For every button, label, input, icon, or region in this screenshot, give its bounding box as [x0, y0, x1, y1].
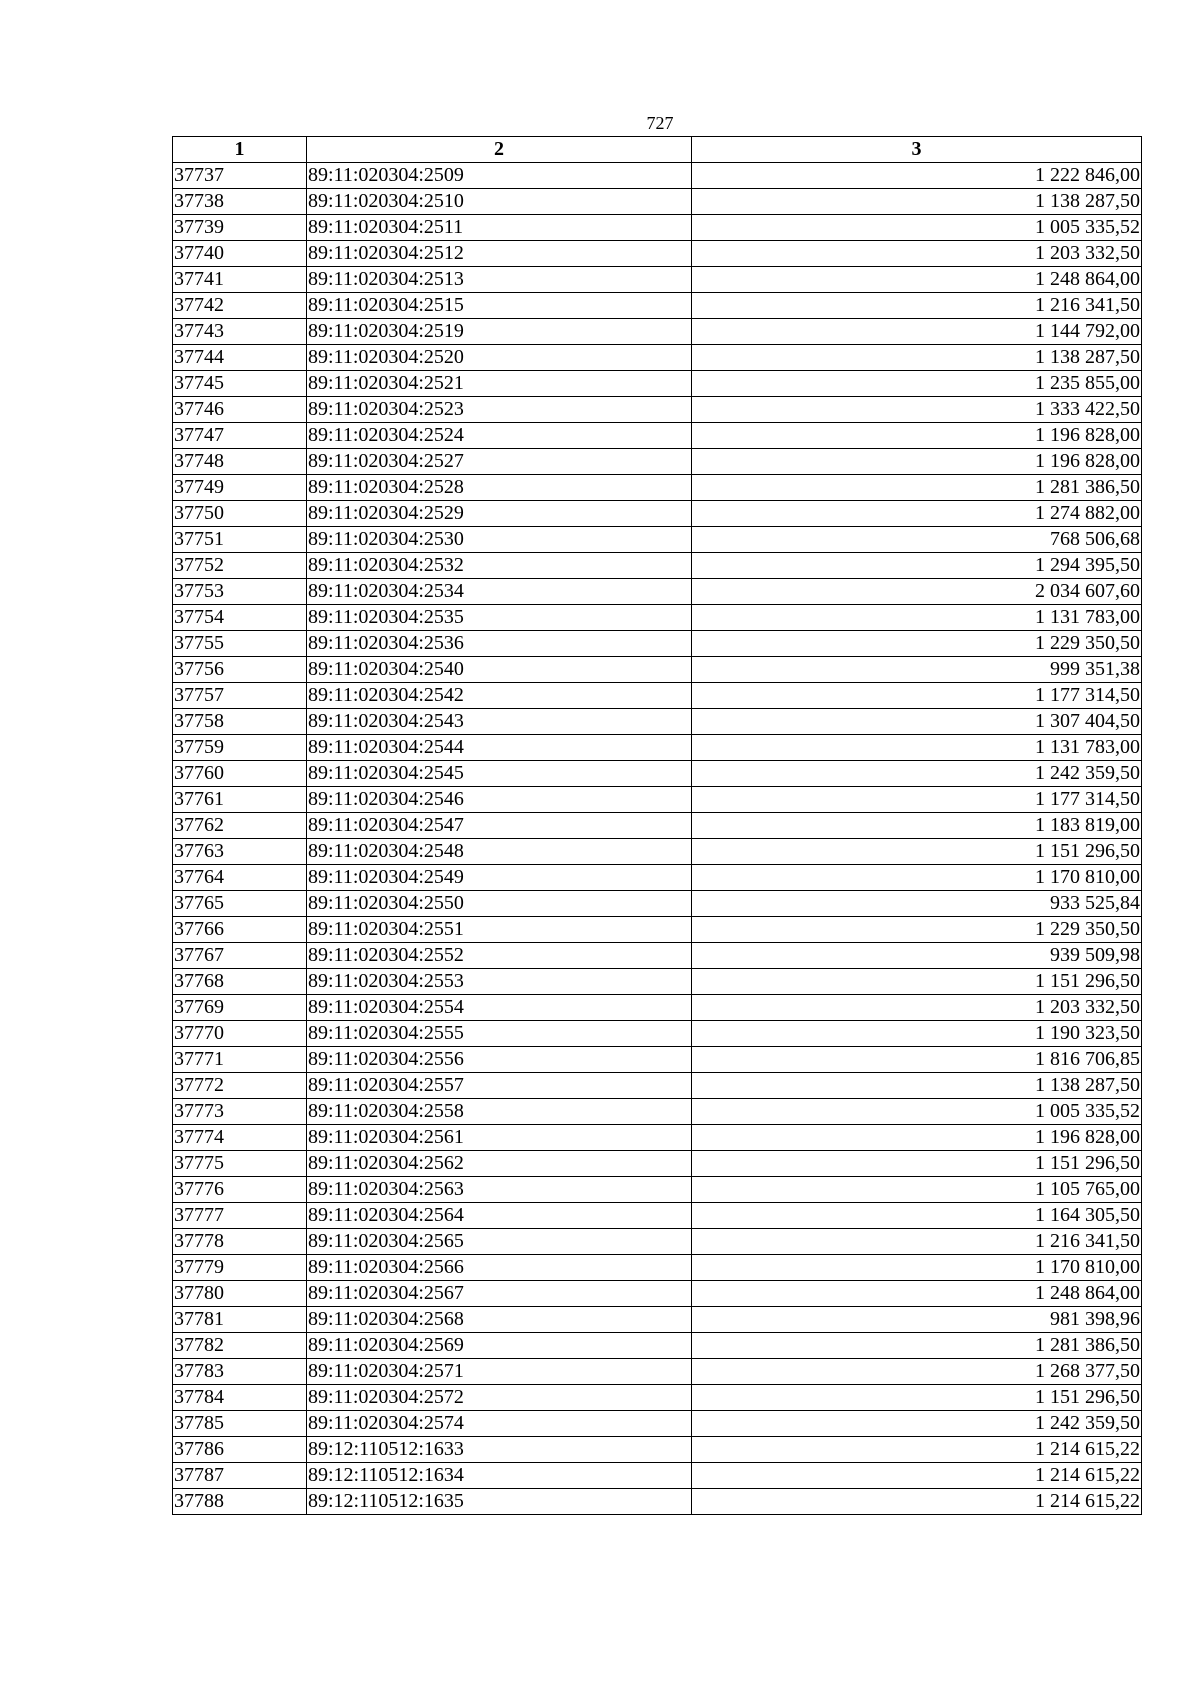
cadastral-number-cell: 89:11:020304:2546 [307, 787, 692, 813]
table-row [173, 709, 1142, 735]
cadastral-number-cell: 89:11:020304:2561 [307, 1125, 692, 1151]
cadastral-value-cell: 1 151 296,50 [692, 969, 1142, 995]
cadastral-number-cell: 89:11:020304:2543 [307, 709, 692, 735]
cadastral-number-cell: 89:11:020304:2515 [307, 293, 692, 319]
table-row [173, 1411, 1142, 1437]
cadastral-number-cell: 89:11:020304:2511 [307, 215, 692, 241]
table-row [173, 1073, 1142, 1099]
row-number-cell: 37741 [173, 267, 307, 293]
row-number-cell: 37765 [173, 891, 307, 917]
row-number-cell: 37779 [173, 1255, 307, 1281]
table-row [173, 1203, 1142, 1229]
cadastral-number-cell: 89:12:110512:1635 [307, 1489, 692, 1515]
row-number-cell: 37747 [173, 423, 307, 449]
cadastral-value-cell: 1 222 846,00 [692, 163, 1142, 189]
row-number-cell: 37783 [173, 1359, 307, 1385]
row-number-cell: 37740 [173, 241, 307, 267]
cadastral-value-table [172, 136, 1142, 1515]
cadastral-value-cell: 1 131 783,00 [692, 735, 1142, 761]
cadastral-value-cell: 1 164 305,50 [692, 1203, 1142, 1229]
cadastral-number-cell: 89:11:020304:2530 [307, 527, 692, 553]
row-number-cell: 37776 [173, 1177, 307, 1203]
row-number-cell: 37770 [173, 1021, 307, 1047]
column-header-2: 2 [307, 137, 692, 163]
row-number-cell: 37748 [173, 449, 307, 475]
cadastral-number-cell: 89:11:020304:2542 [307, 683, 692, 709]
cadastral-value-cell: 999 351,38 [692, 657, 1142, 683]
row-number-cell: 37758 [173, 709, 307, 735]
row-number-cell: 37753 [173, 579, 307, 605]
cadastral-number-cell: 89:11:020304:2556 [307, 1047, 692, 1073]
cadastral-value-cell: 1 170 810,00 [692, 865, 1142, 891]
table-row [173, 215, 1142, 241]
column-header-3: 3 [692, 137, 1142, 163]
cadastral-value-cell: 1 214 615,22 [692, 1489, 1142, 1515]
row-number-cell: 37757 [173, 683, 307, 709]
table-row [173, 1151, 1142, 1177]
cadastral-value-cell: 1 216 341,50 [692, 293, 1142, 319]
row-number-cell: 37775 [173, 1151, 307, 1177]
table-row [173, 1489, 1142, 1515]
table-row [173, 865, 1142, 891]
cadastral-number-cell: 89:11:020304:2557 [307, 1073, 692, 1099]
table-row [173, 917, 1142, 943]
row-number-cell: 37784 [173, 1385, 307, 1411]
table-row [173, 319, 1142, 345]
cadastral-number-cell: 89:11:020304:2552 [307, 943, 692, 969]
row-number-cell: 37759 [173, 735, 307, 761]
table-row [173, 1463, 1142, 1489]
cadastral-number-cell: 89:11:020304:2544 [307, 735, 692, 761]
row-number-cell: 37761 [173, 787, 307, 813]
table-row [173, 397, 1142, 423]
cadastral-number-cell: 89:11:020304:2562 [307, 1151, 692, 1177]
cadastral-value-cell: 1 248 864,00 [692, 267, 1142, 293]
table-row [173, 1099, 1142, 1125]
cadastral-number-cell: 89:11:020304:2534 [307, 579, 692, 605]
table-row [173, 943, 1142, 969]
table-row [173, 1255, 1142, 1281]
cadastral-value-cell: 1 005 335,52 [692, 215, 1142, 241]
cadastral-value-cell: 1 216 341,50 [692, 1229, 1142, 1255]
table-row [173, 1229, 1142, 1255]
row-number-cell: 37763 [173, 839, 307, 865]
table-row [173, 371, 1142, 397]
row-number-cell: 37751 [173, 527, 307, 553]
cadastral-value-cell: 1 151 296,50 [692, 1151, 1142, 1177]
table-row [173, 683, 1142, 709]
row-number-cell: 37769 [173, 995, 307, 1021]
cadastral-value-cell: 1 170 810,00 [692, 1255, 1142, 1281]
cadastral-number-cell: 89:11:020304:2565 [307, 1229, 692, 1255]
table-row [173, 163, 1142, 189]
table-row [173, 449, 1142, 475]
cadastral-number-cell: 89:11:020304:2549 [307, 865, 692, 891]
table-row [173, 1307, 1142, 1333]
cadastral-value-cell: 1 151 296,50 [692, 839, 1142, 865]
cadastral-number-cell: 89:11:020304:2558 [307, 1099, 692, 1125]
table-row [173, 345, 1142, 371]
row-number-cell: 37762 [173, 813, 307, 839]
cadastral-number-cell: 89:11:020304:2563 [307, 1177, 692, 1203]
table-row [173, 1437, 1142, 1463]
cadastral-value-cell: 1 105 765,00 [692, 1177, 1142, 1203]
cadastral-value-cell: 1 196 828,00 [692, 1125, 1142, 1151]
row-number-cell: 37788 [173, 1489, 307, 1515]
row-number-cell: 37777 [173, 1203, 307, 1229]
cadastral-value-cell: 1 196 828,00 [692, 449, 1142, 475]
row-number-cell: 37787 [173, 1463, 307, 1489]
cadastral-value-cell: 2 034 607,60 [692, 579, 1142, 605]
row-number-cell: 37744 [173, 345, 307, 371]
cadastral-value-cell: 1 229 350,50 [692, 917, 1142, 943]
table-row [173, 761, 1142, 787]
row-number-cell: 37749 [173, 475, 307, 501]
row-number-cell: 37737 [173, 163, 307, 189]
cadastral-number-cell: 89:11:020304:2547 [307, 813, 692, 839]
cadastral-value-cell: 1 294 395,50 [692, 553, 1142, 579]
cadastral-number-cell: 89:11:020304:2521 [307, 371, 692, 397]
row-number-cell: 37771 [173, 1047, 307, 1073]
row-number-cell: 37739 [173, 215, 307, 241]
table-row [173, 891, 1142, 917]
cadastral-value-cell: 1 177 314,50 [692, 683, 1142, 709]
cadastral-number-cell: 89:11:020304:2536 [307, 631, 692, 657]
header-row [173, 137, 1142, 163]
page-number: 727 [646, 113, 674, 133]
table-row [173, 657, 1142, 683]
row-number-cell: 37750 [173, 501, 307, 527]
cadastral-number-cell: 89:11:020304:2572 [307, 1385, 692, 1411]
row-number-cell: 37738 [173, 189, 307, 215]
table-row [173, 1125, 1142, 1151]
row-number-cell: 37756 [173, 657, 307, 683]
cadastral-number-cell: 89:11:020304:2510 [307, 189, 692, 215]
table-row [173, 189, 1142, 215]
cadastral-number-cell: 89:11:020304:2550 [307, 891, 692, 917]
cadastral-number-cell: 89:11:020304:2555 [307, 1021, 692, 1047]
table-body [173, 163, 1142, 1515]
table-row [173, 293, 1142, 319]
table-row [173, 241, 1142, 267]
table-row [173, 839, 1142, 865]
column-header-1: 1 [173, 137, 307, 163]
cadastral-value-cell: 1 242 359,50 [692, 761, 1142, 787]
cadastral-number-cell: 89:11:020304:2524 [307, 423, 692, 449]
cadastral-value-cell: 1 144 792,00 [692, 319, 1142, 345]
row-number-cell: 37746 [173, 397, 307, 423]
cadastral-number-cell: 89:11:020304:2548 [307, 839, 692, 865]
cadastral-value-cell: 1 138 287,50 [692, 189, 1142, 215]
table-row [173, 735, 1142, 761]
cadastral-number-cell: 89:11:020304:2554 [307, 995, 692, 1021]
table-row [173, 553, 1142, 579]
cadastral-value-cell: 1 005 335,52 [692, 1099, 1142, 1125]
cadastral-number-cell: 89:11:020304:2523 [307, 397, 692, 423]
table-row [173, 1177, 1142, 1203]
row-number-cell: 37766 [173, 917, 307, 943]
cadastral-number-cell: 89:11:020304:2519 [307, 319, 692, 345]
table-row [173, 605, 1142, 631]
cadastral-number-cell: 89:11:020304:2509 [307, 163, 692, 189]
row-number-cell: 37745 [173, 371, 307, 397]
row-number-cell: 37752 [173, 553, 307, 579]
cadastral-number-cell: 89:11:020304:2574 [307, 1411, 692, 1437]
cadastral-number-cell: 89:11:020304:2513 [307, 267, 692, 293]
cadastral-value-cell: 768 506,68 [692, 527, 1142, 553]
cadastral-value-cell: 1 242 359,50 [692, 1411, 1142, 1437]
cadastral-number-cell: 89:12:110512:1634 [307, 1463, 692, 1489]
table-row [173, 267, 1142, 293]
cadastral-number-cell: 89:11:020304:2528 [307, 475, 692, 501]
table-row [173, 969, 1142, 995]
table-row [173, 423, 1142, 449]
cadastral-number-cell: 89:11:020304:2553 [307, 969, 692, 995]
cadastral-number-cell: 89:11:020304:2568 [307, 1307, 692, 1333]
row-number-cell: 37767 [173, 943, 307, 969]
cadastral-value-cell: 1 235 855,00 [692, 371, 1142, 397]
table-row [173, 813, 1142, 839]
cadastral-number-cell: 89:11:020304:2527 [307, 449, 692, 475]
cadastral-value-cell: 1 229 350,50 [692, 631, 1142, 657]
cadastral-value-cell: 1 177 314,50 [692, 787, 1142, 813]
table-row [173, 631, 1142, 657]
table-row [173, 787, 1142, 813]
cadastral-value-cell: 1 214 615,22 [692, 1437, 1142, 1463]
table-row [173, 579, 1142, 605]
table-row [173, 995, 1142, 1021]
cadastral-number-cell: 89:11:020304:2545 [307, 761, 692, 787]
row-number-cell: 37772 [173, 1073, 307, 1099]
cadastral-value-cell: 1 138 287,50 [692, 345, 1142, 371]
table-row [173, 1047, 1142, 1073]
row-number-cell: 37782 [173, 1333, 307, 1359]
cadastral-value-cell: 1 203 332,50 [692, 995, 1142, 1021]
cadastral-value-cell: 1 307 404,50 [692, 709, 1142, 735]
table-header [173, 137, 1142, 163]
cadastral-number-cell: 89:11:020304:2566 [307, 1255, 692, 1281]
cadastral-value-cell: 1 183 819,00 [692, 813, 1142, 839]
table-row [173, 1281, 1142, 1307]
cadastral-value-cell: 1 281 386,50 [692, 1333, 1142, 1359]
row-number-cell: 37768 [173, 969, 307, 995]
row-number-cell: 37773 [173, 1099, 307, 1125]
cadastral-number-cell: 89:11:020304:2520 [307, 345, 692, 371]
row-number-cell: 37743 [173, 319, 307, 345]
table-row [173, 475, 1142, 501]
cadastral-number-cell: 89:11:020304:2535 [307, 605, 692, 631]
cadastral-value-cell: 1 138 287,50 [692, 1073, 1142, 1099]
table-row [173, 1385, 1142, 1411]
cadastral-number-cell: 89:11:020304:2529 [307, 501, 692, 527]
cadastral-value-cell: 933 525,84 [692, 891, 1142, 917]
row-number-cell: 37781 [173, 1307, 307, 1333]
row-number-cell: 37764 [173, 865, 307, 891]
row-number-cell: 37780 [173, 1281, 307, 1307]
cadastral-value-cell: 981 398,96 [692, 1307, 1142, 1333]
row-number-cell: 37755 [173, 631, 307, 657]
cadastral-value-cell: 1 268 377,50 [692, 1359, 1142, 1385]
row-number-cell: 37786 [173, 1437, 307, 1463]
cadastral-number-cell: 89:11:020304:2567 [307, 1281, 692, 1307]
cadastral-value-cell: 1 333 422,50 [692, 397, 1142, 423]
cadastral-value-cell: 1 816 706,85 [692, 1047, 1142, 1073]
row-number-cell: 37760 [173, 761, 307, 787]
row-number-cell: 37785 [173, 1411, 307, 1437]
cadastral-value-cell: 1 196 828,00 [692, 423, 1142, 449]
cadastral-value-cell: 1 203 332,50 [692, 241, 1142, 267]
cadastral-value-cell: 1 151 296,50 [692, 1385, 1142, 1411]
cadastral-value-cell: 1 248 864,00 [692, 1281, 1142, 1307]
cadastral-number-cell: 89:11:020304:2540 [307, 657, 692, 683]
cadastral-number-cell: 89:11:020304:2512 [307, 241, 692, 267]
cadastral-value-cell: 1 274 882,00 [692, 501, 1142, 527]
cadastral-number-cell: 89:11:020304:2532 [307, 553, 692, 579]
table-row [173, 1359, 1142, 1385]
table-row [173, 501, 1142, 527]
table-row [173, 527, 1142, 553]
cadastral-value-cell: 939 509,98 [692, 943, 1142, 969]
cadastral-number-cell: 89:11:020304:2551 [307, 917, 692, 943]
row-number-cell: 37774 [173, 1125, 307, 1151]
cadastral-value-cell: 1 190 323,50 [692, 1021, 1142, 1047]
cadastral-number-cell: 89:11:020304:2571 [307, 1359, 692, 1385]
cadastral-value-cell: 1 281 386,50 [692, 475, 1142, 501]
row-number-cell: 37778 [173, 1229, 307, 1255]
cadastral-number-cell: 89:11:020304:2564 [307, 1203, 692, 1229]
cadastral-number-cell: 89:12:110512:1633 [307, 1437, 692, 1463]
cadastral-value-cell: 1 131 783,00 [692, 605, 1142, 631]
row-number-cell: 37742 [173, 293, 307, 319]
cadastral-number-cell: 89:11:020304:2569 [307, 1333, 692, 1359]
table-row [173, 1333, 1142, 1359]
cadastral-value-cell: 1 214 615,22 [692, 1463, 1142, 1489]
table-row [173, 1021, 1142, 1047]
row-number-cell: 37754 [173, 605, 307, 631]
